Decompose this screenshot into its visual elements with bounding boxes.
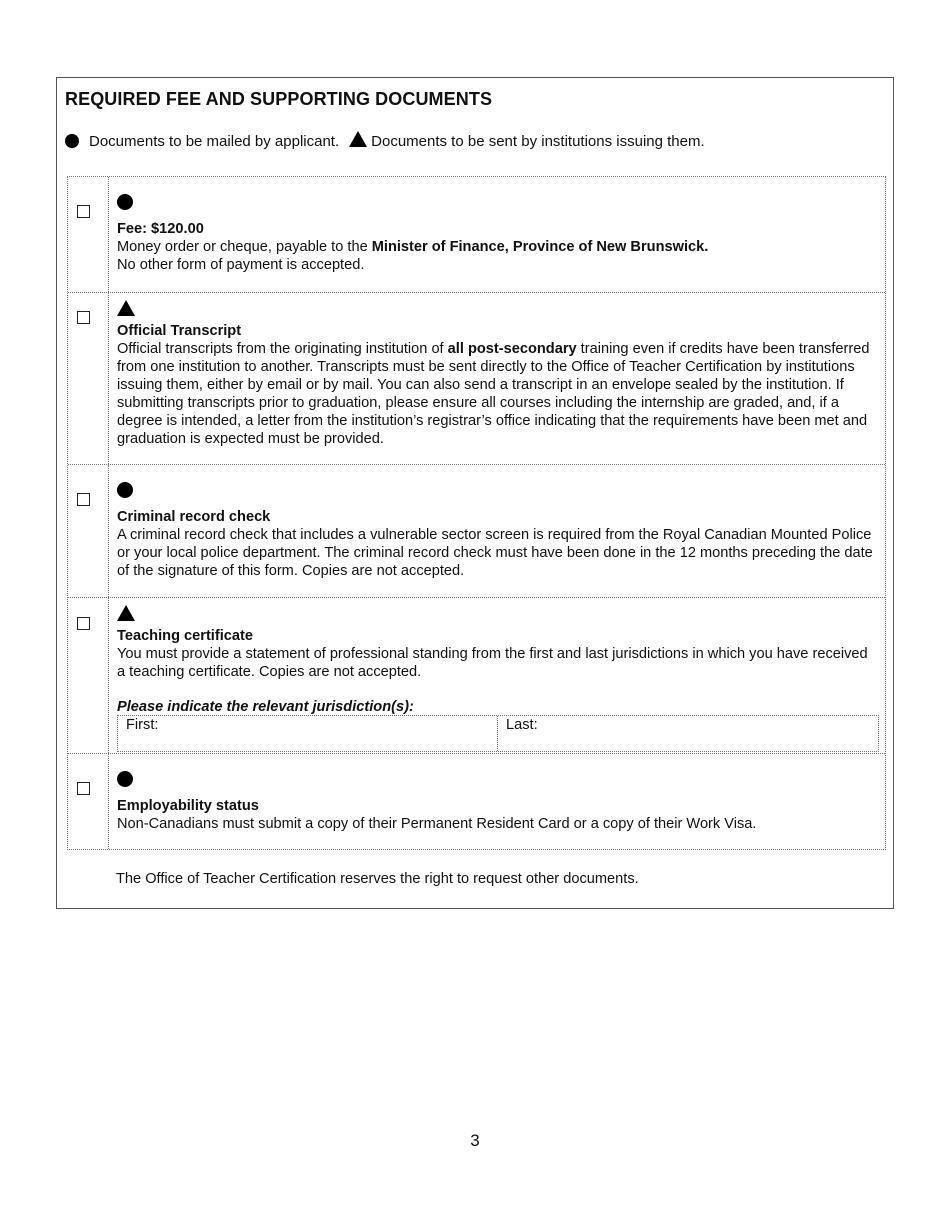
document-row-teaching-certificate [68,597,885,753]
criminal-record-checkbox[interactable] [77,493,90,506]
required-documents-section [56,77,894,909]
fee-payable-text: Money order or cheque, payable to the [117,239,372,255]
jurisdiction-table [117,715,879,752]
fee-payee: Minister of Finance, Province of New Brunswick. [371,239,709,255]
employability-text: Non-Canadians must submit a copy of their Permanent Resident Card or a copy of their Work Visa. [117,816,757,832]
jurisdiction-label: Please indicate the relevant jurisdiction(s): [117,699,414,715]
teaching-certificate-text: You must provide a statement of professional standing from the first and last jurisdictions in which you have received a teaching certificate. Copies are not accepted. [117,646,868,680]
fee-checkbox[interactable] [77,205,90,218]
triangle-icon [117,300,135,316]
last-jurisdiction-field[interactable] [498,716,878,751]
first-jurisdiction-field[interactable] [118,716,498,751]
document-row-fee [68,177,885,292]
first-jurisdiction-label: First: [126,717,159,733]
fee-payment-note: No other form of payment is accepted. [117,257,365,273]
triangle-icon [349,131,367,147]
legend-institution-text: Documents to be sent by institutions issuing them. [371,132,705,150]
symbol-legend [65,131,705,151]
transcript-text-rest: training even if credits have been transferred from one institution to another. Transcripts must be sent directly to the Office of Teacher Certification by institutions issuing them, either by email or by mail. You can also send a transcript in an envelope sealed by the institution. If submitting transcripts prior to graduation, please ensure all courses including the internship are graded, and, if a degree is intended, a letter from the institution’s registrar’s office indicating that the requirements have been met and graduation is expected must be provided. [117,341,870,447]
circle-icon [117,482,133,498]
footer-note: The Office of Teacher Certification reserves the right to request other documents. [116,871,639,887]
fee-title: Fee: $120.00 [117,221,204,237]
legend-applicant-text: Documents to be mailed by applicant. [89,132,340,150]
transcript-title: Official Transcript [117,323,242,339]
triangle-icon [117,605,135,621]
transcript-checkbox[interactable] [77,311,90,324]
transcript-text-bold: all post-secondary [447,341,577,357]
document-row-criminal-record [68,464,885,597]
document-row-employability [68,753,885,849]
circle-icon [117,194,133,210]
criminal-record-title: Criminal record check [117,509,271,525]
employability-title: Employability status [117,798,259,814]
employability-checkbox[interactable] [77,782,90,795]
document-row-transcript [68,292,885,464]
circle-icon [117,771,133,787]
teaching-certificate-title: Teaching certificate [117,628,253,644]
last-jurisdiction-label: Last: [506,717,538,733]
circle-icon [65,134,79,148]
documents-table [67,176,886,850]
section-heading: REQUIRED FEE AND SUPPORTING DOCUMENTS [65,89,493,109]
teaching-certificate-checkbox[interactable] [77,617,90,630]
page-number: 3 [470,1131,480,1150]
transcript-text-prefix: Official transcripts from the originating institution of [117,341,448,357]
criminal-record-text: A criminal record check that includes a vulnerable sector screen is required from the Royal Canadian Mounted Police or your local police department. The criminal record check must have been done in the 12 months preceding the date of the signature of this form. Copies are not accepted. [117,527,873,579]
